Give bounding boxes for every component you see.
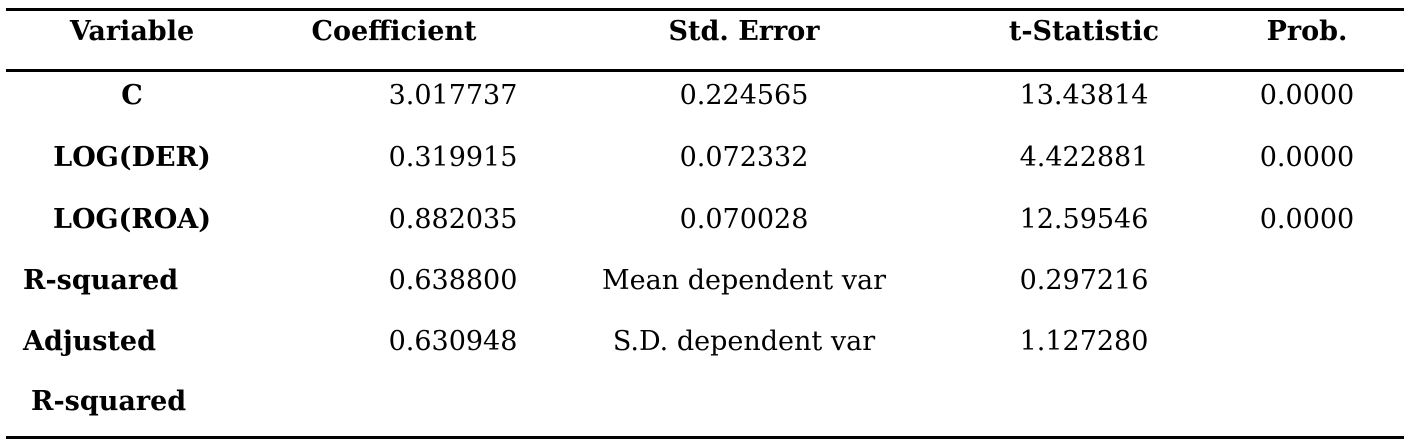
row-std-error: 0.070028 bbox=[679, 204, 809, 235]
row-t-statistic: 13.43814 bbox=[1019, 80, 1149, 111]
row-t-statistic: 12.59546 bbox=[1019, 204, 1149, 235]
regression-output-table bbox=[6, 8, 1404, 440]
stat-value-sd-dependent-var: 1.127280 bbox=[1019, 326, 1149, 357]
row-coefficient: 0.319915 bbox=[388, 142, 518, 173]
table-header-rule bbox=[6, 69, 1404, 72]
stat-label-adjusted-r-squared: R-squared bbox=[31, 386, 187, 417]
row-coefficient: 0.882035 bbox=[388, 204, 518, 235]
header-std-error: Std. Error bbox=[668, 16, 820, 47]
row-prob: 0.0000 bbox=[1259, 142, 1355, 173]
header-variable: Variable bbox=[69, 16, 195, 47]
stat-label-sd-dependent-var: S.D. dependent var bbox=[612, 326, 876, 357]
table-top-rule bbox=[6, 8, 1404, 11]
row-prob: 0.0000 bbox=[1259, 204, 1355, 235]
row-variable: LOG(ROA) bbox=[52, 204, 212, 235]
row-t-statistic: 4.422881 bbox=[1019, 142, 1149, 173]
row-std-error: 0.072332 bbox=[679, 142, 809, 173]
stat-value-mean-dependent-var: 0.297216 bbox=[1019, 265, 1149, 296]
header-coefficient: Coefficient bbox=[311, 16, 477, 47]
header-t-statistic: t-Statistic bbox=[1008, 16, 1160, 47]
table-bottom-rule bbox=[6, 436, 1404, 439]
header-prob: Prob. bbox=[1266, 16, 1348, 47]
stat-label-mean-dependent-var: Mean dependent var bbox=[602, 265, 886, 296]
stat-label-adjusted: Adjusted bbox=[23, 326, 156, 357]
row-prob: 0.0000 bbox=[1259, 80, 1355, 111]
row-variable: C bbox=[121, 80, 143, 111]
row-std-error: 0.224565 bbox=[679, 80, 809, 111]
row-variable: LOG(DER) bbox=[53, 142, 211, 173]
stat-value-r-squared: 0.638800 bbox=[388, 265, 518, 296]
stat-value-adjusted-r-squared: 0.630948 bbox=[388, 326, 518, 357]
row-coefficient: 3.017737 bbox=[388, 80, 518, 111]
stat-label-r-squared: R-squared bbox=[23, 265, 179, 296]
